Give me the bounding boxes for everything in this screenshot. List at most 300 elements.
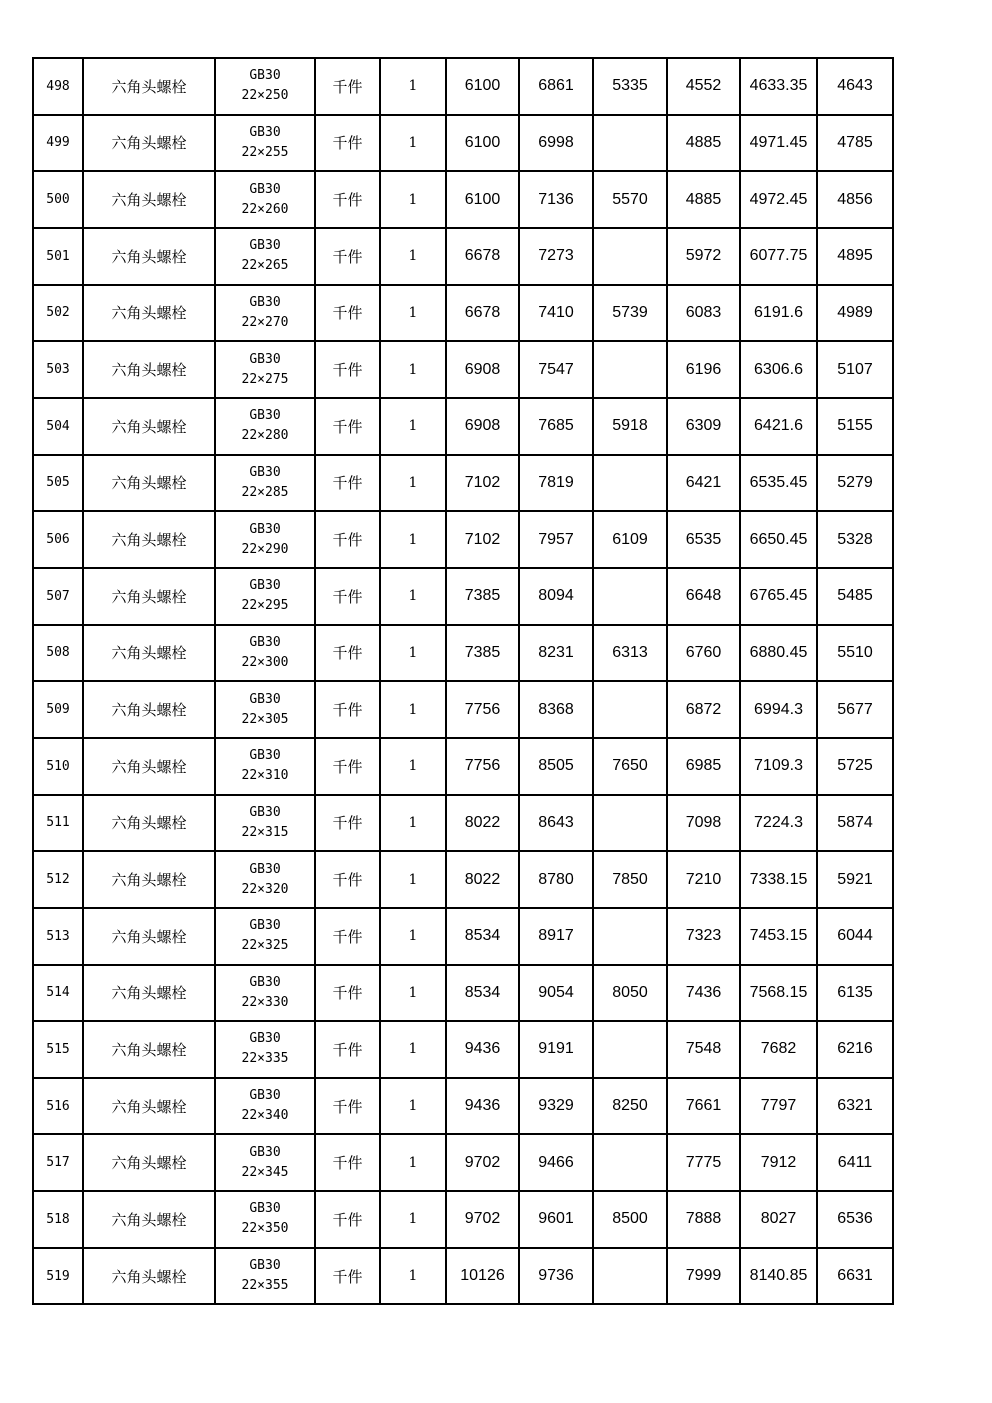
table-row xyxy=(33,1191,893,1248)
price-col-5-cell: 4972.45 xyxy=(740,171,817,228)
row-number-cell: 500 xyxy=(33,171,83,228)
item-name-cell: 六角头螺栓 xyxy=(83,965,215,1022)
price-col-4-cell: 7098 xyxy=(667,795,740,852)
price-col-5-cell: 6650.45 xyxy=(740,511,817,568)
spec-size: 22×335 xyxy=(241,1051,289,1067)
table-row xyxy=(33,738,893,795)
price-col-6-cell: 4643 xyxy=(817,58,893,115)
price-col-2-cell: 8643 xyxy=(519,795,593,852)
price-col-3-cell: 7850 xyxy=(593,851,667,908)
price-col-3-cell xyxy=(593,568,667,625)
unit-cell: 千件 xyxy=(315,455,380,512)
price-col-2-cell: 6861 xyxy=(519,58,593,115)
item-name-cell: 六角头螺栓 xyxy=(83,58,215,115)
price-col-3-cell xyxy=(593,795,667,852)
row-number-cell: 517 xyxy=(33,1134,83,1191)
price-col-3-cell: 6313 xyxy=(593,625,667,682)
price-col-4-cell: 6985 xyxy=(667,738,740,795)
price-col-1-cell: 7385 xyxy=(446,568,519,625)
table-row xyxy=(33,228,893,285)
quantity-cell: 1 xyxy=(380,568,446,625)
price-col-2-cell: 9054 xyxy=(519,965,593,1022)
price-col-2-cell: 9191 xyxy=(519,1021,593,1078)
price-col-5-cell: 6077.75 xyxy=(740,228,817,285)
quantity-cell: 1 xyxy=(380,1134,446,1191)
price-col-6-cell: 6536 xyxy=(817,1191,893,1248)
price-col-2-cell: 7136 xyxy=(519,171,593,228)
table-row xyxy=(33,681,893,738)
spec-cell xyxy=(215,115,315,172)
price-col-3-cell xyxy=(593,115,667,172)
unit-cell: 千件 xyxy=(315,1191,380,1248)
price-col-6-cell: 6411 xyxy=(817,1134,893,1191)
quantity-cell: 1 xyxy=(380,58,446,115)
spec-cell xyxy=(215,285,315,342)
price-col-4-cell: 6872 xyxy=(667,681,740,738)
spec-standard: GB30 xyxy=(249,294,281,310)
spec-standard: GB30 xyxy=(249,691,281,707)
spec-standard: GB30 xyxy=(249,1031,281,1047)
table-row xyxy=(33,795,893,852)
price-col-1-cell: 6678 xyxy=(446,228,519,285)
row-number-cell: 515 xyxy=(33,1021,83,1078)
unit-cell: 千件 xyxy=(315,228,380,285)
price-col-1-cell: 8534 xyxy=(446,908,519,965)
row-number-cell: 512 xyxy=(33,851,83,908)
price-col-6-cell: 5485 xyxy=(817,568,893,625)
spec-cell xyxy=(215,171,315,228)
unit-cell: 千件 xyxy=(315,568,380,625)
row-number-cell: 505 xyxy=(33,455,83,512)
price-col-3-cell xyxy=(593,455,667,512)
price-col-1-cell: 7102 xyxy=(446,511,519,568)
item-name-cell: 六角头螺栓 xyxy=(83,285,215,342)
price-col-5-cell: 7912 xyxy=(740,1134,817,1191)
price-col-5-cell: 8027 xyxy=(740,1191,817,1248)
table-row xyxy=(33,1134,893,1191)
price-col-5-cell: 6191.6 xyxy=(740,285,817,342)
price-col-6-cell: 6044 xyxy=(817,908,893,965)
price-col-1-cell: 6100 xyxy=(446,115,519,172)
price-col-2-cell: 8368 xyxy=(519,681,593,738)
spec-cell xyxy=(215,455,315,512)
price-col-2-cell: 7819 xyxy=(519,455,593,512)
price-col-3-cell xyxy=(593,908,667,965)
price-col-3-cell xyxy=(593,228,667,285)
price-col-6-cell: 4989 xyxy=(817,285,893,342)
price-col-2-cell: 7273 xyxy=(519,228,593,285)
quantity-cell: 1 xyxy=(380,228,446,285)
quantity-cell: 1 xyxy=(380,1021,446,1078)
spec-cell xyxy=(215,58,315,115)
item-name-cell: 六角头螺栓 xyxy=(83,1191,215,1248)
unit-cell: 千件 xyxy=(315,1021,380,1078)
item-name-cell: 六角头螺栓 xyxy=(83,1248,215,1305)
row-number-cell: 498 xyxy=(33,58,83,115)
spec-size: 22×295 xyxy=(241,598,289,614)
price-col-1-cell: 7385 xyxy=(446,625,519,682)
quantity-cell: 1 xyxy=(380,1078,446,1135)
item-name-cell: 六角头螺栓 xyxy=(83,511,215,568)
item-name-cell: 六角头螺栓 xyxy=(83,795,215,852)
price-col-2-cell: 8780 xyxy=(519,851,593,908)
unit-cell: 千件 xyxy=(315,625,380,682)
spec-size: 22×265 xyxy=(241,258,289,274)
table-row xyxy=(33,171,893,228)
spec-size: 22×250 xyxy=(241,88,289,104)
price-col-6-cell: 5279 xyxy=(817,455,893,512)
spec-cell xyxy=(215,738,315,795)
price-col-4-cell: 7436 xyxy=(667,965,740,1022)
unit-cell: 千件 xyxy=(315,965,380,1022)
price-col-1-cell: 6908 xyxy=(446,398,519,455)
spec-standard: GB30 xyxy=(249,1088,281,1104)
unit-cell: 千件 xyxy=(315,398,380,455)
price-col-2-cell: 7957 xyxy=(519,511,593,568)
price-col-2-cell: 7685 xyxy=(519,398,593,455)
price-col-2-cell: 9736 xyxy=(519,1248,593,1305)
spec-cell xyxy=(215,1191,315,1248)
spec-standard: GB30 xyxy=(249,974,281,990)
price-col-3-cell xyxy=(593,341,667,398)
price-col-4-cell: 7661 xyxy=(667,1078,740,1135)
item-name-cell: 六角头螺栓 xyxy=(83,115,215,172)
unit-cell: 千件 xyxy=(315,285,380,342)
quantity-cell: 1 xyxy=(380,115,446,172)
item-name-cell: 六角头螺栓 xyxy=(83,171,215,228)
row-number-cell: 513 xyxy=(33,908,83,965)
spec-size: 22×315 xyxy=(241,824,289,840)
price-col-5-cell: 7453.15 xyxy=(740,908,817,965)
price-col-6-cell: 5328 xyxy=(817,511,893,568)
price-col-1-cell: 10126 xyxy=(446,1248,519,1305)
price-col-2-cell: 9466 xyxy=(519,1134,593,1191)
price-col-6-cell: 4895 xyxy=(817,228,893,285)
price-col-3-cell: 6109 xyxy=(593,511,667,568)
price-col-5-cell: 4633.35 xyxy=(740,58,817,115)
price-col-5-cell: 6306.6 xyxy=(740,341,817,398)
price-col-5-cell: 6535.45 xyxy=(740,455,817,512)
spec-size: 22×285 xyxy=(241,484,289,500)
spec-size: 22×320 xyxy=(241,881,289,897)
spec-standard: GB30 xyxy=(249,124,281,140)
price-col-2-cell: 8094 xyxy=(519,568,593,625)
spec-size: 22×255 xyxy=(241,144,289,160)
price-col-1-cell: 6100 xyxy=(446,171,519,228)
price-col-3-cell: 5739 xyxy=(593,285,667,342)
price-col-3-cell: 8250 xyxy=(593,1078,667,1135)
quantity-cell: 1 xyxy=(380,795,446,852)
spec-standard: GB30 xyxy=(249,408,281,424)
price-col-1-cell: 6678 xyxy=(446,285,519,342)
price-col-4-cell: 7210 xyxy=(667,851,740,908)
spec-cell xyxy=(215,228,315,285)
spec-standard: GB30 xyxy=(249,1201,281,1217)
spec-cell xyxy=(215,398,315,455)
price-col-6-cell: 5874 xyxy=(817,795,893,852)
unit-cell: 千件 xyxy=(315,1134,380,1191)
table-row xyxy=(33,1021,893,1078)
price-col-6-cell: 4856 xyxy=(817,171,893,228)
unit-cell: 千件 xyxy=(315,908,380,965)
price-col-6-cell: 5155 xyxy=(817,398,893,455)
item-name-cell: 六角头螺栓 xyxy=(83,1021,215,1078)
price-col-1-cell: 8022 xyxy=(446,851,519,908)
price-col-5-cell: 7224.3 xyxy=(740,795,817,852)
item-name-cell: 六角头螺栓 xyxy=(83,851,215,908)
price-col-3-cell xyxy=(593,1134,667,1191)
spec-cell xyxy=(215,965,315,1022)
quantity-cell: 1 xyxy=(380,738,446,795)
spec-size: 22×280 xyxy=(241,428,289,444)
quantity-cell: 1 xyxy=(380,625,446,682)
row-number-cell: 503 xyxy=(33,341,83,398)
price-col-4-cell: 4885 xyxy=(667,115,740,172)
table-row xyxy=(33,965,893,1022)
quantity-cell: 1 xyxy=(380,341,446,398)
spec-size: 22×300 xyxy=(241,654,289,670)
price-col-3-cell: 8500 xyxy=(593,1191,667,1248)
row-number-cell: 510 xyxy=(33,738,83,795)
price-col-5-cell: 7109.3 xyxy=(740,738,817,795)
quantity-cell: 1 xyxy=(380,965,446,1022)
spec-size: 22×330 xyxy=(241,994,289,1010)
spec-size: 22×340 xyxy=(241,1108,289,1124)
row-number-cell: 511 xyxy=(33,795,83,852)
price-col-1-cell: 9702 xyxy=(446,1191,519,1248)
price-col-4-cell: 7888 xyxy=(667,1191,740,1248)
spec-standard: GB30 xyxy=(249,748,281,764)
spec-standard: GB30 xyxy=(249,1258,281,1274)
item-name-cell: 六角头螺栓 xyxy=(83,341,215,398)
spec-cell xyxy=(215,908,315,965)
spec-standard: GB30 xyxy=(249,634,281,650)
unit-cell: 千件 xyxy=(315,171,380,228)
spec-cell xyxy=(215,795,315,852)
price-col-6-cell: 5921 xyxy=(817,851,893,908)
price-col-2-cell: 7547 xyxy=(519,341,593,398)
price-col-4-cell: 7323 xyxy=(667,908,740,965)
spec-cell xyxy=(215,568,315,625)
price-col-5-cell: 7338.15 xyxy=(740,851,817,908)
price-col-2-cell: 8231 xyxy=(519,625,593,682)
price-col-5-cell: 6765.45 xyxy=(740,568,817,625)
price-col-6-cell: 6135 xyxy=(817,965,893,1022)
price-col-5-cell: 4971.45 xyxy=(740,115,817,172)
price-col-5-cell: 6880.45 xyxy=(740,625,817,682)
spec-standard: GB30 xyxy=(249,351,281,367)
price-col-6-cell: 5510 xyxy=(817,625,893,682)
spec-size: 22×305 xyxy=(241,711,289,727)
quantity-cell: 1 xyxy=(380,285,446,342)
price-col-4-cell: 6421 xyxy=(667,455,740,512)
spec-cell xyxy=(215,1078,315,1135)
item-name-cell: 六角头螺栓 xyxy=(83,228,215,285)
unit-cell: 千件 xyxy=(315,681,380,738)
table-row xyxy=(33,511,893,568)
unit-cell: 千件 xyxy=(315,58,380,115)
row-number-cell: 514 xyxy=(33,965,83,1022)
price-col-4-cell: 5972 xyxy=(667,228,740,285)
price-col-1-cell: 6100 xyxy=(446,58,519,115)
table-row xyxy=(33,851,893,908)
table-row xyxy=(33,455,893,512)
spec-standard: GB30 xyxy=(249,1144,281,1160)
price-col-1-cell: 6908 xyxy=(446,341,519,398)
row-number-cell: 509 xyxy=(33,681,83,738)
item-name-cell: 六角头螺栓 xyxy=(83,908,215,965)
table-row xyxy=(33,625,893,682)
price-col-3-cell: 5335 xyxy=(593,58,667,115)
quantity-cell: 1 xyxy=(380,908,446,965)
spec-cell xyxy=(215,1134,315,1191)
spec-size: 22×275 xyxy=(241,371,289,387)
unit-cell: 千件 xyxy=(315,115,380,172)
spec-size: 22×270 xyxy=(241,314,289,330)
quantity-cell: 1 xyxy=(380,1191,446,1248)
price-col-3-cell xyxy=(593,1248,667,1305)
item-name-cell: 六角头螺栓 xyxy=(83,681,215,738)
price-col-5-cell: 7568.15 xyxy=(740,965,817,1022)
quantity-cell: 1 xyxy=(380,455,446,512)
spec-standard: GB30 xyxy=(249,804,281,820)
price-col-4-cell: 6083 xyxy=(667,285,740,342)
quantity-cell: 1 xyxy=(380,681,446,738)
price-col-1-cell: 7102 xyxy=(446,455,519,512)
table-row xyxy=(33,568,893,625)
spec-size: 22×290 xyxy=(241,541,289,557)
table-row xyxy=(33,1248,893,1305)
price-col-2-cell: 6998 xyxy=(519,115,593,172)
price-col-3-cell xyxy=(593,1021,667,1078)
price-col-5-cell: 8140.85 xyxy=(740,1248,817,1305)
item-name-cell: 六角头螺栓 xyxy=(83,738,215,795)
spec-standard: GB30 xyxy=(249,68,281,84)
price-col-5-cell: 7682 xyxy=(740,1021,817,1078)
unit-cell: 千件 xyxy=(315,511,380,568)
item-name-cell: 六角头螺栓 xyxy=(83,1134,215,1191)
price-col-2-cell: 9329 xyxy=(519,1078,593,1135)
row-number-cell: 508 xyxy=(33,625,83,682)
price-col-1-cell: 8022 xyxy=(446,795,519,852)
price-col-6-cell: 5107 xyxy=(817,341,893,398)
unit-cell: 千件 xyxy=(315,341,380,398)
price-col-3-cell: 8050 xyxy=(593,965,667,1022)
spec-cell xyxy=(215,341,315,398)
price-col-2-cell: 8505 xyxy=(519,738,593,795)
spec-size: 22×345 xyxy=(241,1164,289,1180)
table-row xyxy=(33,341,893,398)
row-number-cell: 519 xyxy=(33,1248,83,1305)
price-col-6-cell: 6216 xyxy=(817,1021,893,1078)
item-name-cell: 六角头螺栓 xyxy=(83,455,215,512)
price-col-2-cell: 7410 xyxy=(519,285,593,342)
table-row xyxy=(33,285,893,342)
spec-size: 22×355 xyxy=(241,1278,289,1294)
spec-size: 22×325 xyxy=(241,938,289,954)
item-name-cell: 六角头螺栓 xyxy=(83,568,215,625)
quantity-cell: 1 xyxy=(380,171,446,228)
unit-cell: 千件 xyxy=(315,851,380,908)
spec-cell xyxy=(215,1021,315,1078)
spec-cell xyxy=(215,511,315,568)
unit-cell: 千件 xyxy=(315,1248,380,1305)
spec-size: 22×350 xyxy=(241,1221,289,1237)
price-col-4-cell: 7548 xyxy=(667,1021,740,1078)
quantity-cell: 1 xyxy=(380,1248,446,1305)
unit-cell: 千件 xyxy=(315,1078,380,1135)
price-col-4-cell: 7775 xyxy=(667,1134,740,1191)
spec-cell xyxy=(215,851,315,908)
table-body xyxy=(33,58,893,1304)
price-col-1-cell: 8534 xyxy=(446,965,519,1022)
price-col-3-cell: 5918 xyxy=(593,398,667,455)
price-col-6-cell: 6321 xyxy=(817,1078,893,1135)
spec-size: 22×260 xyxy=(241,201,289,217)
spec-standard: GB30 xyxy=(249,464,281,480)
price-col-3-cell xyxy=(593,681,667,738)
spec-standard: GB30 xyxy=(249,861,281,877)
price-col-5-cell: 6994.3 xyxy=(740,681,817,738)
table-row xyxy=(33,58,893,115)
price-col-2-cell: 9601 xyxy=(519,1191,593,1248)
price-col-6-cell: 5725 xyxy=(817,738,893,795)
price-col-4-cell: 6648 xyxy=(667,568,740,625)
price-col-4-cell: 6196 xyxy=(667,341,740,398)
price-col-1-cell: 7756 xyxy=(446,738,519,795)
price-col-6-cell: 5677 xyxy=(817,681,893,738)
price-col-1-cell: 9436 xyxy=(446,1021,519,1078)
spec-cell xyxy=(215,681,315,738)
quantity-cell: 1 xyxy=(380,511,446,568)
item-name-cell: 六角头螺栓 xyxy=(83,1078,215,1135)
row-number-cell: 518 xyxy=(33,1191,83,1248)
row-number-cell: 502 xyxy=(33,285,83,342)
spec-cell xyxy=(215,1248,315,1305)
price-col-4-cell: 7999 xyxy=(667,1248,740,1305)
price-col-1-cell: 7756 xyxy=(446,681,519,738)
price-table xyxy=(32,57,894,1305)
price-col-6-cell: 6631 xyxy=(817,1248,893,1305)
price-col-2-cell: 8917 xyxy=(519,908,593,965)
unit-cell: 千件 xyxy=(315,738,380,795)
row-number-cell: 507 xyxy=(33,568,83,625)
spec-size: 22×310 xyxy=(241,768,289,784)
spec-cell xyxy=(215,625,315,682)
price-col-4-cell: 6760 xyxy=(667,625,740,682)
row-number-cell: 499 xyxy=(33,115,83,172)
price-col-1-cell: 9436 xyxy=(446,1078,519,1135)
spec-standard: GB30 xyxy=(249,578,281,594)
table-row xyxy=(33,115,893,172)
price-col-3-cell: 5570 xyxy=(593,171,667,228)
item-name-cell: 六角头螺栓 xyxy=(83,625,215,682)
price-col-4-cell: 4885 xyxy=(667,171,740,228)
price-col-4-cell: 4552 xyxy=(667,58,740,115)
unit-cell: 千件 xyxy=(315,795,380,852)
row-number-cell: 501 xyxy=(33,228,83,285)
quantity-cell: 1 xyxy=(380,851,446,908)
row-number-cell: 506 xyxy=(33,511,83,568)
quantity-cell: 1 xyxy=(380,398,446,455)
price-col-5-cell: 6421.6 xyxy=(740,398,817,455)
price-col-6-cell: 4785 xyxy=(817,115,893,172)
spec-standard: GB30 xyxy=(249,918,281,934)
table-row xyxy=(33,398,893,455)
item-name-cell: 六角头螺栓 xyxy=(83,398,215,455)
price-col-5-cell: 7797 xyxy=(740,1078,817,1135)
table-row xyxy=(33,908,893,965)
